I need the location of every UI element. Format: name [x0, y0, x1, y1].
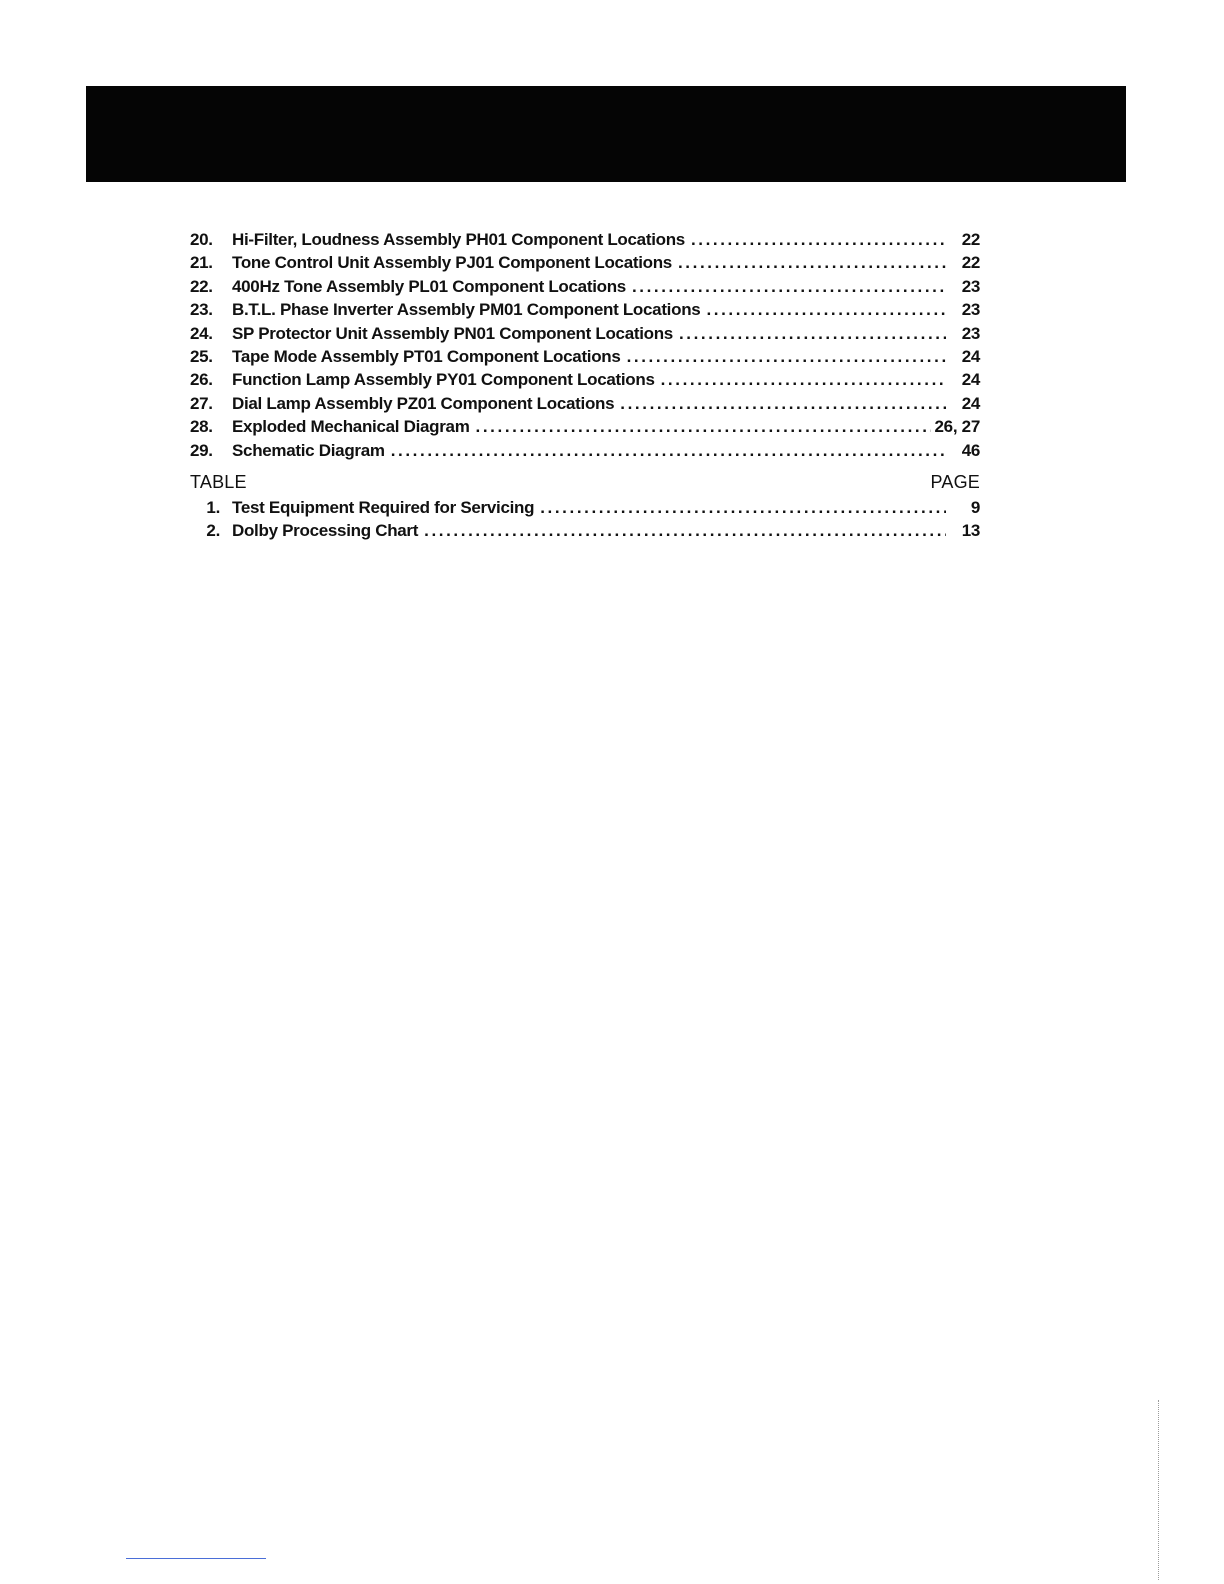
dot-leader — [424, 521, 946, 541]
entry-number: 25. — [190, 346, 213, 366]
dot-leader — [391, 441, 946, 461]
footer-rule — [126, 1558, 266, 1559]
dot-leader — [632, 277, 946, 297]
entry-title: Dial Lamp Assembly PZ01 Component Locations — [232, 393, 615, 413]
dot-leader — [679, 324, 946, 344]
table-section-header — [190, 472, 980, 498]
entry-title: 400Hz Tone Assembly PL01 Component Locations — [232, 276, 626, 296]
table-heading: TABLE — [190, 471, 247, 492]
dot-leader — [540, 498, 946, 518]
dot-leader — [620, 394, 946, 414]
toc-row — [190, 300, 980, 323]
entry-title: Exploded Mechanical Diagram — [232, 417, 470, 437]
entry-title: Dolby Processing Chart — [232, 521, 419, 541]
toc-row — [190, 498, 980, 521]
header-band — [86, 86, 1126, 182]
entry-number: 28. — [190, 417, 213, 437]
dot-leader — [476, 417, 931, 437]
entry-page: 24 — [961, 393, 980, 413]
entry-number: 1. — [206, 497, 220, 517]
entry-number: 24. — [190, 323, 213, 343]
entry-title: Schematic Diagram — [232, 440, 385, 460]
entry-number: 22. — [190, 276, 213, 296]
entry-title: Hi-Filter, Loudness Assembly PH01 Component Locations — [232, 230, 685, 249]
entry-title: Function Lamp Assembly PY01 Component Locations — [232, 370, 655, 390]
dot-leader — [627, 347, 946, 367]
toc-row — [190, 277, 980, 300]
dot-leader — [661, 370, 946, 390]
entry-title: B.T.L. Phase Inverter Assembly PM01 Component Locations — [232, 300, 701, 320]
entry-number: 26. — [190, 370, 213, 390]
entry-page: 22 — [961, 253, 980, 273]
entry-page: 22 — [961, 230, 980, 249]
margin-dotted-line — [1158, 1400, 1160, 1580]
entry-page: 13 — [961, 521, 980, 541]
entry-page: 9 — [970, 497, 980, 517]
entry-page: 23 — [961, 300, 980, 320]
toc-row — [190, 441, 980, 464]
page-heading: PAGE — [930, 471, 980, 492]
entry-page: 26, 27 — [934, 417, 980, 437]
toc-row — [190, 370, 980, 393]
toc-row — [190, 394, 980, 417]
toc-row — [190, 324, 980, 347]
entry-number: 29. — [190, 440, 213, 460]
entry-number: 21. — [190, 253, 213, 273]
entry-number: 27. — [190, 393, 213, 413]
entry-page: 24 — [961, 346, 980, 366]
entry-page: 24 — [961, 370, 980, 390]
entry-title: SP Protector Unit Assembly PN01 Component Locations — [232, 323, 673, 343]
table-of-contents — [190, 230, 980, 545]
entry-number: 2. — [206, 521, 220, 541]
entry-page: 23 — [961, 323, 980, 343]
entry-number: 20. — [190, 230, 213, 249]
entry-page: 23 — [961, 276, 980, 296]
entry-title: Tape Mode Assembly PT01 Component Locations — [232, 346, 621, 366]
toc-row — [190, 253, 980, 276]
entry-page: 46 — [961, 440, 980, 460]
entry-number: 23. — [190, 300, 213, 320]
dot-leader — [706, 300, 946, 320]
dot-leader — [678, 253, 946, 273]
toc-row — [190, 347, 980, 370]
toc-row — [190, 521, 980, 544]
entry-title: Test Equipment Required for Servicing — [232, 497, 535, 517]
toc-row — [190, 230, 980, 253]
dot-leader — [691, 230, 946, 250]
entry-title: Tone Control Unit Assembly PJ01 Component Locations — [232, 253, 672, 273]
toc-row — [190, 417, 980, 440]
